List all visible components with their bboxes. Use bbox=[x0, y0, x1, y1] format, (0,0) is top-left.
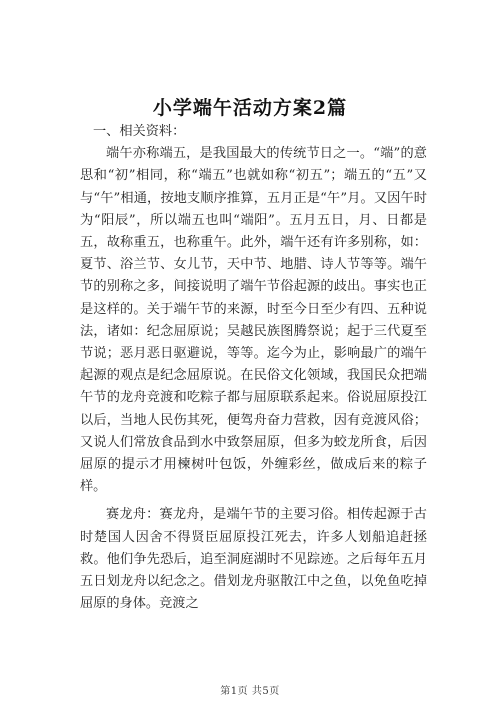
paragraph-dragon-boat: 赛龙舟：赛龙舟，是端午节的主要习俗。相传起源于古时楚国人因舍不得贤臣屈原投江死去，许多人划船追赶拯救。他们争先恐后，追至洞庭湖时不见踪迹。之后每年五月五日划龙舟以纪念之。借划龙舟驱散江中之鱼，以免鱼吃掉屈原的身体。竞渡之 bbox=[80, 507, 427, 612]
paragraph-origin: 端午亦称端五，是我国最大的传统节日之一。“端”的意思和“初”相同，称“端五”也就如称“初五”；端五的“五”又与“午”相通，按地支顺序推算，五月正是“午”月。又因午时为“阳辰”，所以端五也叫“端阳”。五月五日，月、日都是五，故称重五，也称重午。此外，端午还有许多别称，如：夏节、浴兰节、女儿节，天中节、地腊、诗人节等等。端午节的别称之多，间接说明了端午节俗起源的歧出。事实也正是这样的。关于端午节的来源，时至今日至少有四、五种说法，诸如：纪念屈原说；吴越民族图腾祭说；起于三代夏至节说；恶月恶日驱避说，等等。迄今为止，影响最广的端午起源的观点是纪念屈原说。在民俗文化领域，我国民众把端午节的龙舟竞渡和吃粽子都与屈原联系起来。俗说屈原投江以后，当地人民伤其死，便驾舟奋力营救，因有竞渡风俗；又说人们常放食品到水中致祭屈原，但多为蛟龙所食，后因屈原的提示才用楝树叶包饭，外缠彩丝，做成后来的粽子样。 bbox=[80, 146, 427, 495]
document-body bbox=[80, 121, 427, 615]
document-title: 小学端午活动方案2篇 bbox=[152, 97, 348, 119]
section-heading: 一、相关资料： bbox=[93, 124, 186, 139]
page-indicator: 第1页 共5页 bbox=[220, 686, 280, 697]
